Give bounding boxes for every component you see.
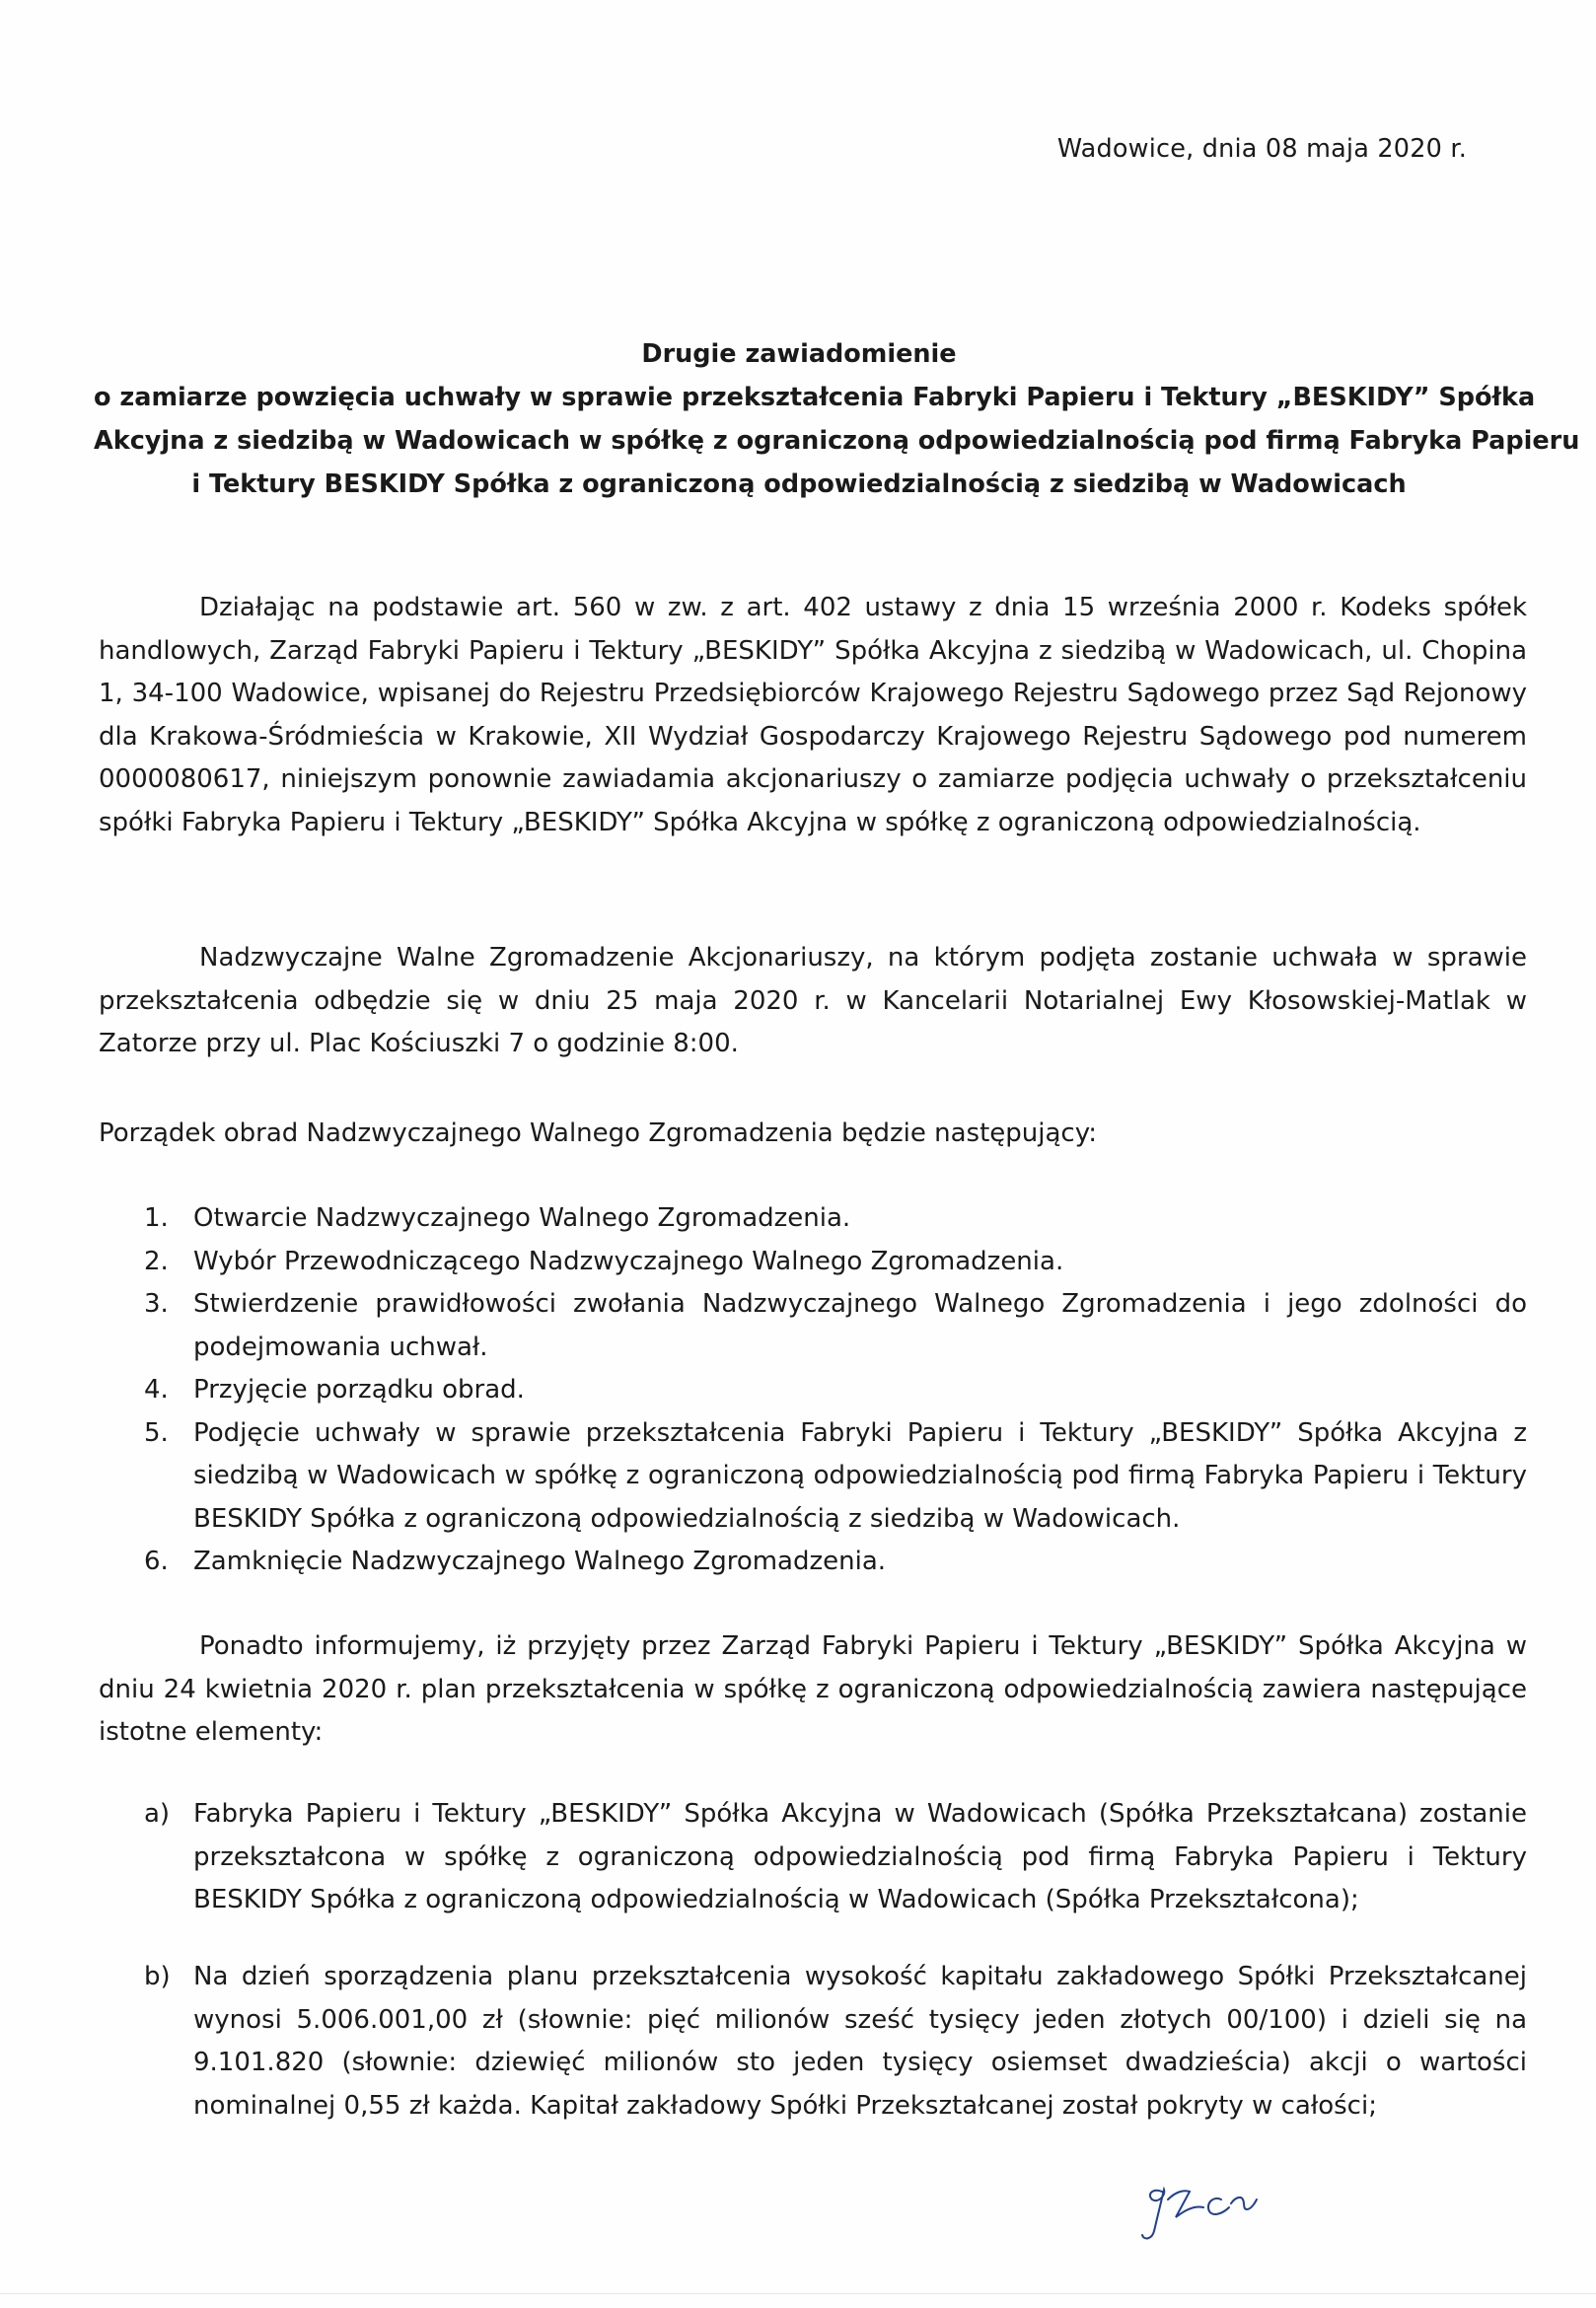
agenda-item <box>99 1369 1527 1412</box>
agenda-item-number: 4. <box>144 1375 169 1405</box>
agenda-item-text: Stwierdzenie prawidłowości zwołania Nadzwyczajnego Walnego Zgromadzenia i jego zdolności do podejmowania uchwał. <box>193 1289 1527 1362</box>
paragraph-legal-basis <box>99 587 1527 844</box>
title-line: o zamiarze powzięcia uchwały w sprawie przekształcenia Fabryki Papieru i Tektury „BESKIDY” Spółka <box>94 383 1536 412</box>
agenda-item-number: 3. <box>144 1289 169 1319</box>
agenda-item <box>99 1197 1527 1241</box>
agenda-item <box>99 1283 1527 1369</box>
paragraph-text: Porządek obrad Nadzwyczajnego Walnego Zgromadzenia będzie następujący: <box>99 1118 1097 1148</box>
agenda-item-number: 2. <box>144 1246 169 1276</box>
paragraph-text: Działając na podstawie art. 560 w zw. z art. 402 ustawy z dnia 15 września 2000 r. Kodeks spółek handlowych, Zarząd Fabryki Papieru i Tektury „BESKIDY” Spółka Akcyjna z siedzibą w Wadowicach, ul. Chopina 1, 34-100 Wadowice, wpisanej do Rejestru Przedsiębiorców Krajowego Rejestru Sądowego przez Sąd Rejonowy dla Krakowa-Śródmieścia w Krakowie, XII Wydział Gospodarczy Krajowego Rejestru Sądowego pod numerem 0000080617, niniejszym ponownie zawiadamia akcjonariuszy o zamiarze podjęcia uchwały o przekształceniu spółki Fabryka Papieru i Tektury „BESKIDY” Spółka Akcyjna w spółkę z ograniczoną odpowiedzialnością. <box>99 593 1527 837</box>
paragraph-text: Ponadto informujemy, iż przyjęty przez Zarząd Fabryki Papieru i Tektury „BESKIDY” Spółka Akcyjna w dniu 24 kwietnia 2020 r. plan przekształcenia w spółkę z ograniczoną odpowiedzialnością zawiera następujące istotne elementy: <box>99 1631 1527 1747</box>
agenda-item-text: Zamknięcie Nadzwyczajnego Walnego Zgromadzenia. <box>193 1547 887 1576</box>
plan-element-text: Na dzień sporządzenia planu przekształcenia wysokość kapitału zakładowego Spółki Przekształcanej wynosi 5.006.001,00 zł (słownie: pięć milionów sześć tysięcy jeden złotych 00/100) i dzieli się na 9.101.820 (słownie: dziewięć milionów sto jeden tysięcy osiemset dwadzieścia) akcji o wartości nominalnej 0,55 zł każda. Kapitał zakładowy Spółki Przekształcanej został pokryty w całości; <box>193 1962 1527 2121</box>
title-line: Drugie zawiadomienie <box>641 339 957 369</box>
agenda-item <box>99 1412 1527 1542</box>
agenda-list <box>99 1197 1527 1584</box>
paragraph-text: Nadzwyczajne Walne Zgromadzenie Akcjonariuszy, na którym podjęta zostanie uchwała w sprawie przekształcenia odbędzie się w dniu 25 maja 2020 r. w Kancelarii Notarialnej Ewy Kłosowskiej-Matlak w Zatorze przy ul. Plac Kościuszki 7 o godzinie 8:00. <box>99 943 1527 1058</box>
agenda-item-number: 1. <box>144 1203 169 1233</box>
page-edge <box>0 2293 1596 2294</box>
title-line: i Tektury BESKIDY Spółka z ograniczoną odpowiedzialnością z siedzibą w Wadowicach <box>191 469 1407 499</box>
handwritten-signature <box>1124 2170 1322 2249</box>
agenda-item-number: 5. <box>144 1417 169 1448</box>
agenda-item <box>99 1241 1527 1284</box>
document-title <box>94 332 1580 506</box>
plan-element-letter: a) <box>144 1799 171 1829</box>
plan-element-text: Fabryka Papieru i Tektury „BESKIDY” Spółka Akcyjna w Wadowicach (Spółka Przekształcana) zostanie przekształcona w spółkę z ograniczoną odpowiedzialnością pod firmą Fabryka Papieru i Tektury BESKIDY Spółka z ograniczoną odpowiedzialnością w Wadowicach (Spółka Przekształcona); <box>193 1799 1527 1914</box>
agenda-intro <box>99 1113 1527 1156</box>
agenda-item-text: Podjęcie uchwały w sprawie przekształcenia Fabryki Papieru i Tektury „BESKIDY” Spółka Akcyjna z siedzibą w Wadowicach w spółkę z ograniczoną odpowiedzialnością pod firmą Fabryka Papieru i Tektury BESKIDY Spółka z ograniczoną odpowiedzialnością z siedzibą w Wadowicach. <box>193 1417 1527 1534</box>
title-line: Akcyjna z siedzibą w Wadowicach w spółkę z ograniczoną odpowiedzialnością pod firmą Fabryka Papieru <box>94 426 1580 456</box>
agenda-item-text: Wybór Przewodniczącego Nadzwyczajnego Walnego Zgromadzenia. <box>193 1246 1064 1276</box>
document-date: Wadowice, dnia 08 maja 2020 r. <box>1056 134 1467 164</box>
agenda-item-number: 6. <box>144 1547 169 1576</box>
agenda-item <box>99 1541 1527 1584</box>
paragraph-meeting-details <box>99 937 1527 1066</box>
plan-element <box>99 1956 1527 2128</box>
plan-element <box>99 1793 1527 1922</box>
agenda-item-text: Przyjęcie porządku obrad. <box>193 1375 525 1405</box>
plan-element-letter: b) <box>144 1962 171 1991</box>
paragraph-plan-info <box>99 1625 1527 1755</box>
agenda-item-text: Otwarcie Nadzwyczajnego Walnego Zgromadzenia. <box>193 1203 851 1233</box>
